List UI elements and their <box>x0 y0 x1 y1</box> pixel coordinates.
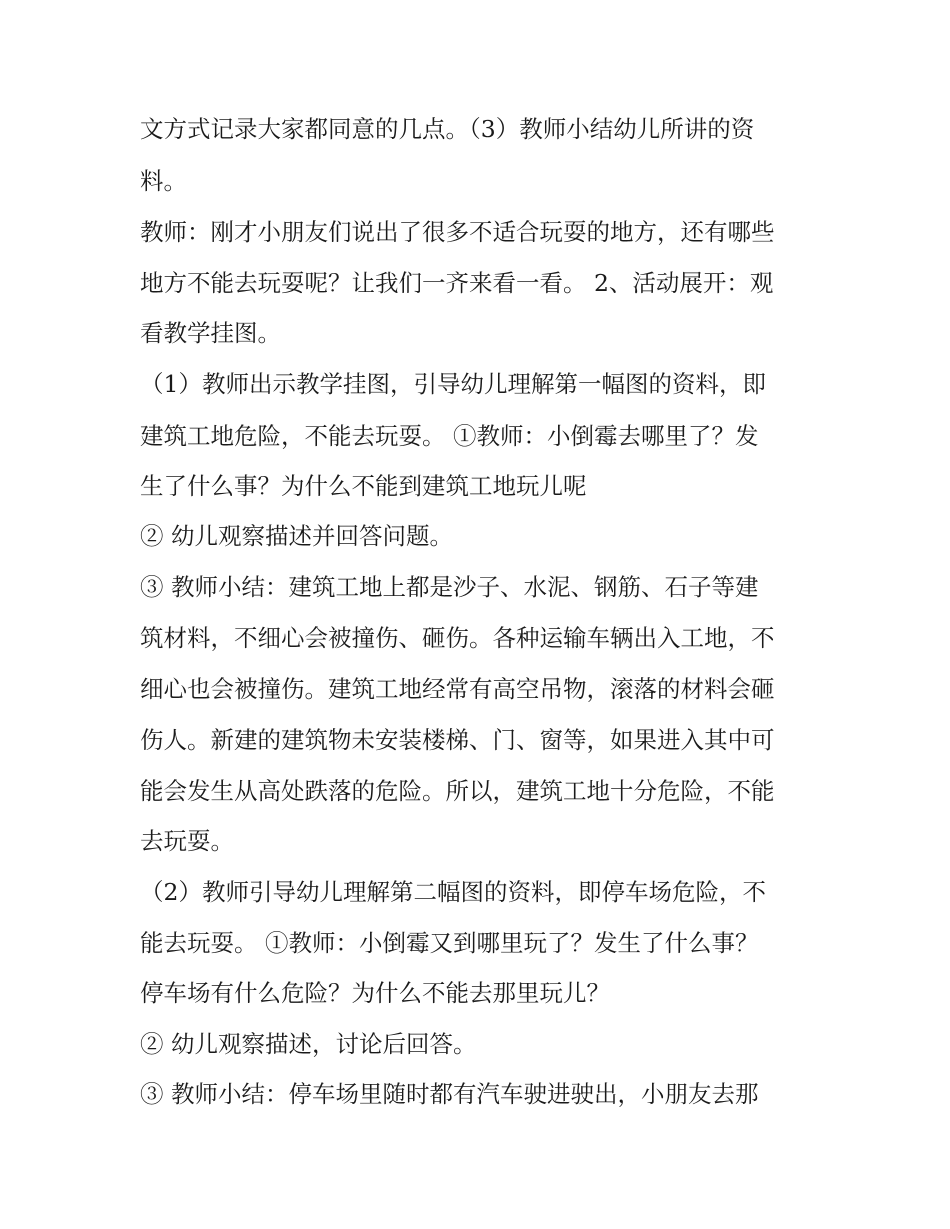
text-line: 文方式记录大家都同意的几点。（3）教师小结幼儿所讲的资 <box>140 115 755 143</box>
text-line: 去玩耍。 <box>140 827 234 855</box>
text-line: 建筑工地危险，不能去玩耍。 ①教师：小倒霉去哪里了？发 <box>140 422 759 450</box>
text-line: 细心也会被撞伤。建筑工地经常有高空吊物，滚落的材料会砸 <box>140 675 775 703</box>
text-line: 地方不能去玩耍呢？让我们一齐来看一看。 2、活动展开：观 <box>140 269 774 297</box>
text-line: （2）教师引导幼儿理解第二幅图的资料，即停车场危险，不 <box>140 878 766 906</box>
text-line: 停车场有什么危险？为什么不能去那里玩儿？ <box>140 979 610 1007</box>
text-line: 生了什么事？为什么不能到建筑工地玩儿呢 <box>140 472 587 500</box>
text-line: （1）教师出示教学挂图，引导幼儿理解第一幅图的资料，即 <box>140 370 766 398</box>
text-line: 筑材料，不细心会被撞伤、砸伤。各种运输车辆出入工地，不 <box>140 624 775 652</box>
text-line: 能会发生从高处跌落的危险。所以，建筑工地十分危险，不能 <box>140 777 775 805</box>
text-line: ② 幼儿观察描述并回答问题。 <box>140 522 453 550</box>
text-line: ② 幼儿观察描述，讨论后回答。 <box>140 1030 477 1058</box>
text-line: 料。 <box>140 167 187 195</box>
text-line: ③ 教师小结：停车场里随时都有汽车驶进驶出，小朋友去那 <box>140 1080 759 1108</box>
text-line: ③ 教师小结：建筑工地上都是沙子、水泥、钢筋、石子等建 <box>140 573 759 601</box>
text-line: 教师：刚才小朋友们说出了很多不适合玩耍的地方，还有哪些 <box>140 218 775 246</box>
text-line: 能去玩耍。 ①教师：小倒霉又到哪里玩了？发生了什么事？ <box>140 929 759 957</box>
text-line: 伤人。新建的建筑物未安装楼梯、门、窗等，如果进入其中可 <box>140 726 775 754</box>
text-line: 看教学挂图。 <box>140 319 281 347</box>
